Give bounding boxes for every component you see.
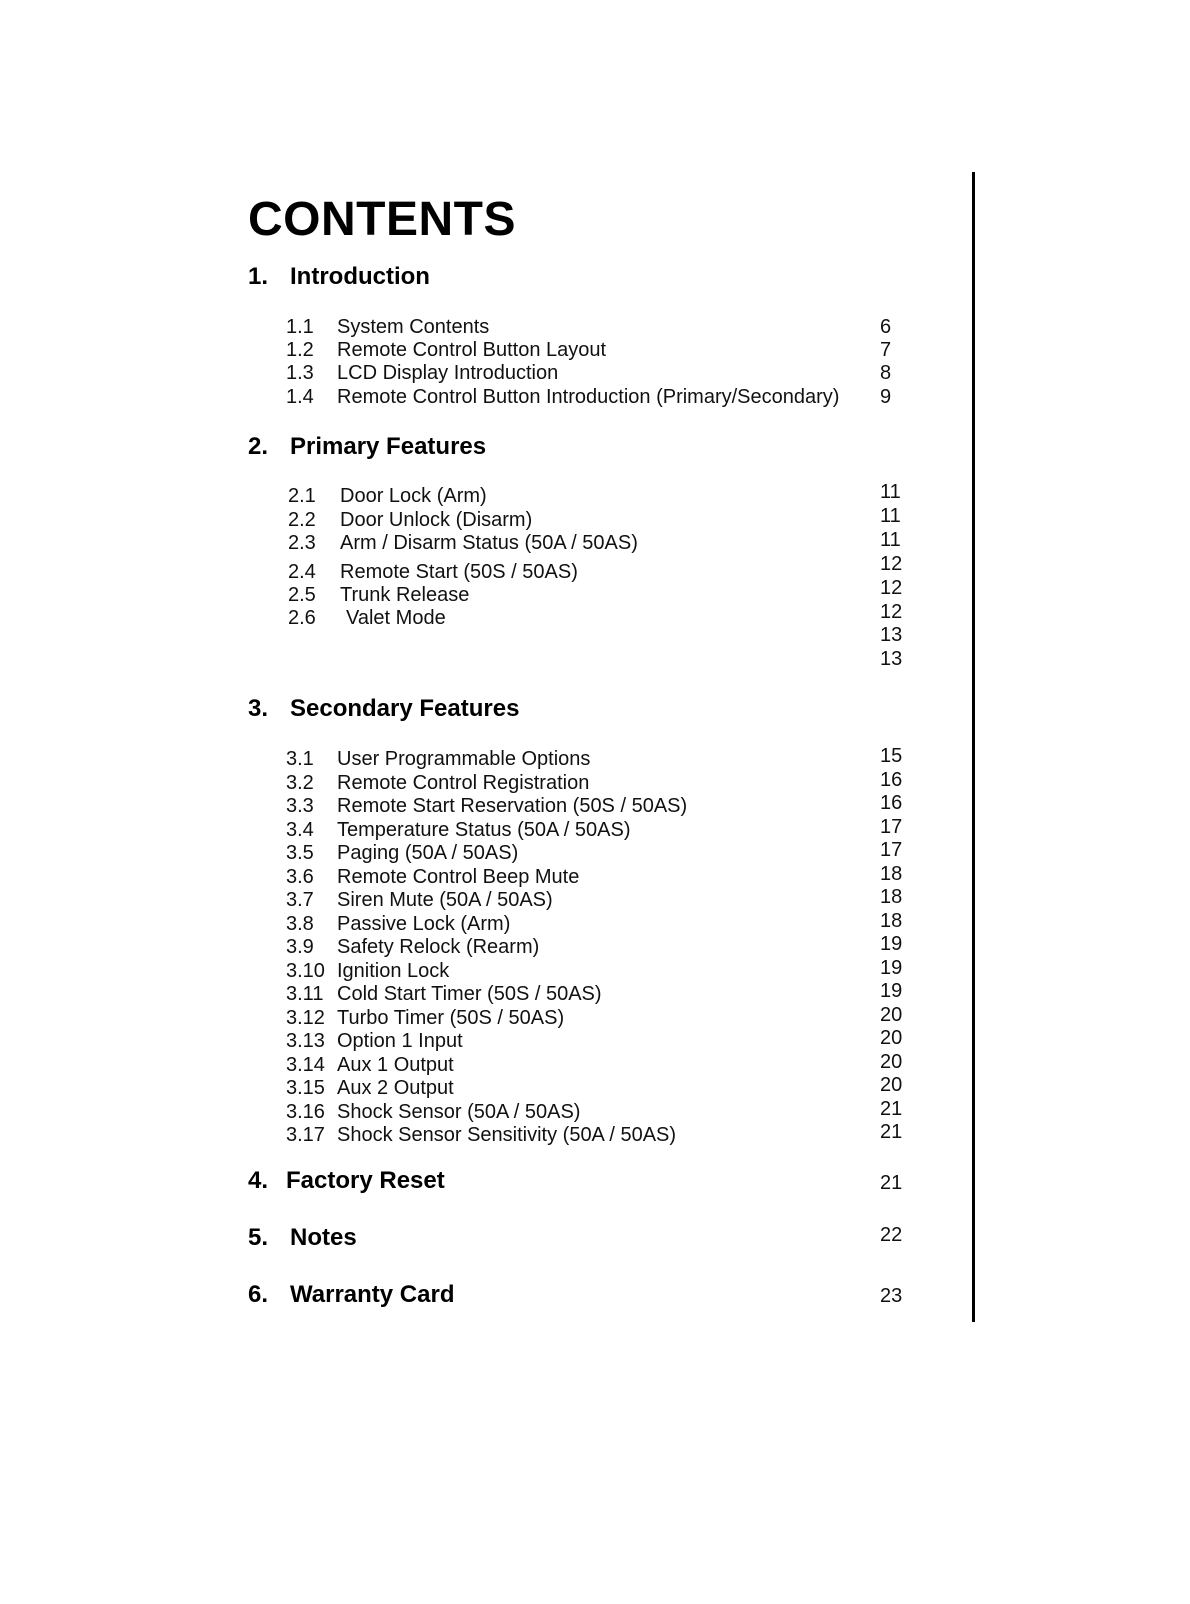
toc-item-label: Passive Lock (Arm) bbox=[337, 913, 511, 935]
section-5-page: 22 bbox=[880, 1224, 903, 1246]
toc-item-number: 2.3 bbox=[288, 532, 316, 554]
section-6-page: 23 bbox=[880, 1285, 903, 1307]
toc-item-number: 3.11 bbox=[286, 983, 324, 1005]
toc-item-label: Remote Control Button Introduction (Primary/Secondary) bbox=[337, 386, 840, 408]
toc-item-label: Aux 2 Output bbox=[337, 1077, 454, 1099]
toc-item-label: Remote Start (50S / 50AS) bbox=[340, 561, 578, 583]
toc-item-number: 3.7 bbox=[286, 889, 314, 911]
toc-item-number: 3.14 bbox=[286, 1054, 325, 1076]
toc-item-number: 2.4 bbox=[288, 561, 316, 583]
toc-item-label: Trunk Release bbox=[340, 584, 470, 606]
toc-item-page: 8 bbox=[880, 362, 892, 384]
section-6-heading: Warranty Card bbox=[290, 1281, 455, 1308]
toc-item-label: Turbo Timer (50S / 50AS) bbox=[337, 1007, 565, 1029]
toc-item-number: 3.13 bbox=[286, 1030, 325, 1052]
toc-page-number: 11 bbox=[880, 481, 901, 503]
toc-item-label: Remote Control Beep Mute bbox=[337, 866, 580, 888]
toc-item-number: 3.12 bbox=[286, 1007, 325, 1029]
toc-item-number: 2.6 bbox=[288, 607, 316, 629]
right-margin-rule bbox=[972, 172, 975, 1322]
section-4-page: 21 bbox=[880, 1172, 903, 1194]
section-5-heading: Notes bbox=[290, 1224, 357, 1251]
section-5-number: 5. bbox=[248, 1224, 269, 1251]
toc-item-label: Siren Mute (50A / 50AS) bbox=[337, 889, 553, 911]
toc-item-page: 17 bbox=[880, 816, 903, 838]
toc-item-label: Cold Start Timer (50S / 50AS) bbox=[337, 983, 602, 1005]
toc-item-number: 3.17 bbox=[286, 1124, 325, 1146]
section-6-number: 6. bbox=[248, 1281, 269, 1308]
toc-item-page: 17 bbox=[880, 839, 903, 861]
toc-page-number: 13 bbox=[880, 648, 903, 670]
toc-item-label: System Contents bbox=[337, 316, 490, 338]
toc-item-label: Safety Relock (Rearm) bbox=[337, 936, 540, 958]
toc-item-number: 2.5 bbox=[288, 584, 316, 606]
toc-item-page: 19 bbox=[880, 957, 903, 979]
toc-item-page: 7 bbox=[880, 339, 892, 361]
toc-item-page: 20 bbox=[880, 1051, 903, 1073]
toc-item-page: 21 bbox=[880, 1121, 903, 1143]
toc-item-page: 16 bbox=[880, 769, 903, 791]
toc-item-label: Option 1 Input bbox=[337, 1030, 463, 1052]
toc-item-number: 3.3 bbox=[286, 795, 314, 817]
toc-item-number: 1.3 bbox=[286, 362, 314, 384]
toc-item-number: 3.16 bbox=[286, 1101, 325, 1123]
toc-item-number: 1.4 bbox=[286, 386, 314, 408]
section-4-number: 4. bbox=[248, 1167, 269, 1194]
toc-item-page: 18 bbox=[880, 886, 903, 908]
section-4-heading: Factory Reset bbox=[286, 1167, 445, 1194]
toc-item-label: Arm / Disarm Status (50A / 50AS) bbox=[340, 532, 638, 554]
toc-item-label: Paging (50A / 50AS) bbox=[337, 842, 519, 864]
toc-page-number: 12 bbox=[880, 553, 903, 575]
toc-item-number: 2.1 bbox=[288, 485, 316, 507]
toc-item-number: 3.10 bbox=[286, 960, 325, 982]
toc-item-page: 21 bbox=[880, 1098, 903, 1120]
toc-item-label: Aux 1 Output bbox=[337, 1054, 454, 1076]
toc-item-number: 1.1 bbox=[286, 316, 314, 338]
toc-item-label: Temperature Status (50A / 50AS) bbox=[337, 819, 631, 841]
toc-item-page: 19 bbox=[880, 933, 903, 955]
toc-item-label: Ignition Lock bbox=[337, 960, 450, 982]
toc-item-number: 3.4 bbox=[286, 819, 314, 841]
toc-item-label: Door Unlock (Disarm) bbox=[340, 509, 533, 531]
page-title: CONTENTS bbox=[248, 193, 516, 246]
toc-page-number: 12 bbox=[880, 577, 903, 599]
toc-item-number: 2.2 bbox=[288, 509, 316, 531]
toc-item-page: 18 bbox=[880, 863, 903, 885]
toc-item-page: 19 bbox=[880, 980, 903, 1002]
toc-item-page: 16 bbox=[880, 792, 903, 814]
toc-item-number: 3.6 bbox=[286, 866, 314, 888]
toc-item-page: 20 bbox=[880, 1004, 903, 1026]
toc-item-page: 18 bbox=[880, 910, 903, 932]
toc-item-number: 3.9 bbox=[286, 936, 314, 958]
toc-item-label: Shock Sensor Sensitivity (50A / 50AS) bbox=[337, 1124, 677, 1146]
toc-item-label: User Programmable Options bbox=[337, 748, 591, 770]
toc-item-label: Remote Start Reservation (50S / 50AS) bbox=[337, 795, 688, 817]
toc-item-page: 15 bbox=[880, 745, 903, 767]
section-1-heading: Introduction bbox=[290, 263, 430, 290]
toc-item-page: 20 bbox=[880, 1074, 903, 1096]
toc-item-number: 3.2 bbox=[286, 772, 314, 794]
toc-item-label: LCD Display Introduction bbox=[337, 362, 559, 384]
toc-item-label: Door Lock (Arm) bbox=[340, 485, 487, 507]
section-1-number: 1. bbox=[248, 263, 269, 290]
toc-item-page: 9 bbox=[880, 386, 892, 408]
toc-item-label: Remote Control Button Layout bbox=[337, 339, 607, 361]
toc-item-page: 6 bbox=[880, 316, 892, 338]
section-3-number: 3. bbox=[248, 695, 269, 722]
toc-item-label: Valet Mode bbox=[346, 607, 446, 629]
toc-page-number: 11 bbox=[880, 505, 901, 527]
toc-item-number: 3.1 bbox=[286, 748, 314, 770]
toc-item-number: 3.5 bbox=[286, 842, 314, 864]
toc-item-number: 1.2 bbox=[286, 339, 314, 361]
section-2-heading: Primary Features bbox=[290, 433, 487, 460]
toc-item-label: Shock Sensor (50A / 50AS) bbox=[337, 1101, 581, 1123]
toc-item-number: 3.15 bbox=[286, 1077, 325, 1099]
section-3-heading: Secondary Features bbox=[290, 695, 520, 722]
toc-page-number: 11 bbox=[880, 529, 901, 551]
toc-page-number: 12 bbox=[880, 601, 903, 623]
section-2-number: 2. bbox=[248, 433, 269, 460]
toc-item-number: 3.8 bbox=[286, 913, 314, 935]
toc-page-number: 13 bbox=[880, 624, 903, 646]
toc-item-page: 20 bbox=[880, 1027, 903, 1049]
toc-item-label: Remote Control Registration bbox=[337, 772, 590, 794]
